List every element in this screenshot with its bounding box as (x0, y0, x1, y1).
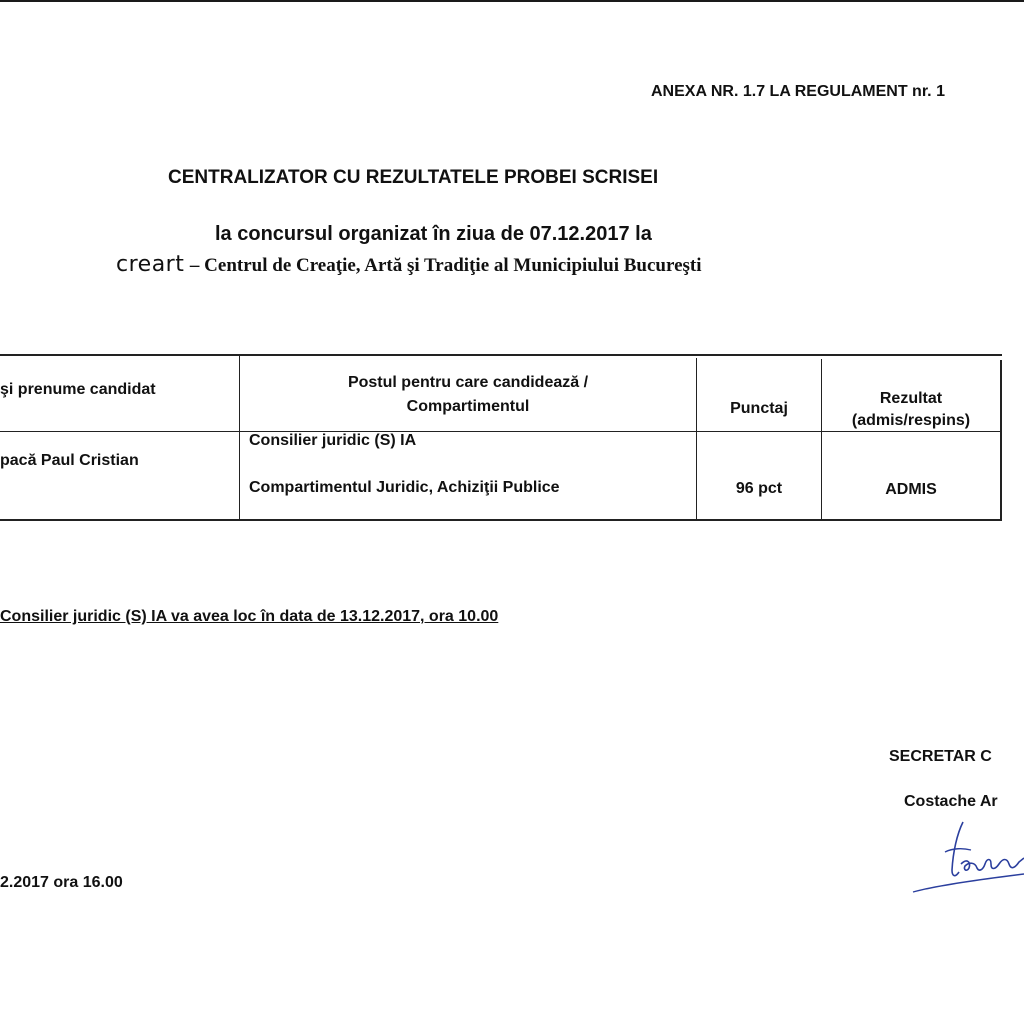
organization-logo: creart (116, 252, 185, 277)
secretary-title: SECRETAR C (889, 748, 992, 765)
row-candidate: pacă Paul Cristian (0, 452, 139, 469)
annex-reference: ANEXA NR. 1.7 LA REGULAMENT nr. 1 (651, 83, 945, 100)
posting-datetime: 2.2017 ora 16.00 (0, 874, 123, 891)
header-post-line2: Compartimentul (406, 398, 530, 415)
header-post (240, 371, 696, 419)
row-post: Consilier juridic (S) IA (249, 432, 417, 449)
header-result (822, 388, 1000, 432)
header-post-line1: Postul pentru care candidează / (347, 374, 589, 391)
table-border-top (0, 354, 1002, 356)
row-result: ADMIS (885, 481, 937, 498)
row-department: Compartimentul Juridic, Achiziţii Publice (249, 479, 560, 496)
scan-top-border (0, 0, 1024, 2)
organization-line (116, 252, 702, 277)
document-title: CENTRALIZATOR CU REZULTATELE PROBEI SCRISEI (168, 167, 659, 188)
table-border-right (1000, 360, 1002, 520)
interview-notice: Consilier juridic (S) IA va avea loc în data de 13.12.2017, ora 10.00 (0, 608, 499, 625)
header-score: Punctaj (730, 400, 788, 417)
header-candidate: şi prenume candidat (0, 381, 156, 398)
row-score: 96 pct (735, 480, 783, 497)
table-border-bottom (0, 519, 1002, 521)
document-subtitle: la concursul organizat în ziua de 07.12.2017 la (215, 223, 652, 245)
signature-icon (905, 812, 1024, 902)
header-result-line1: Rezultat (879, 390, 943, 407)
header-result-line2: (admis/respins) (851, 412, 971, 429)
organization-name: – Centrul de Creaţie, Artă şi Tradiţie al Municipiului Bucureşti (189, 255, 702, 276)
secretary-name: Costache Ar (904, 793, 998, 810)
